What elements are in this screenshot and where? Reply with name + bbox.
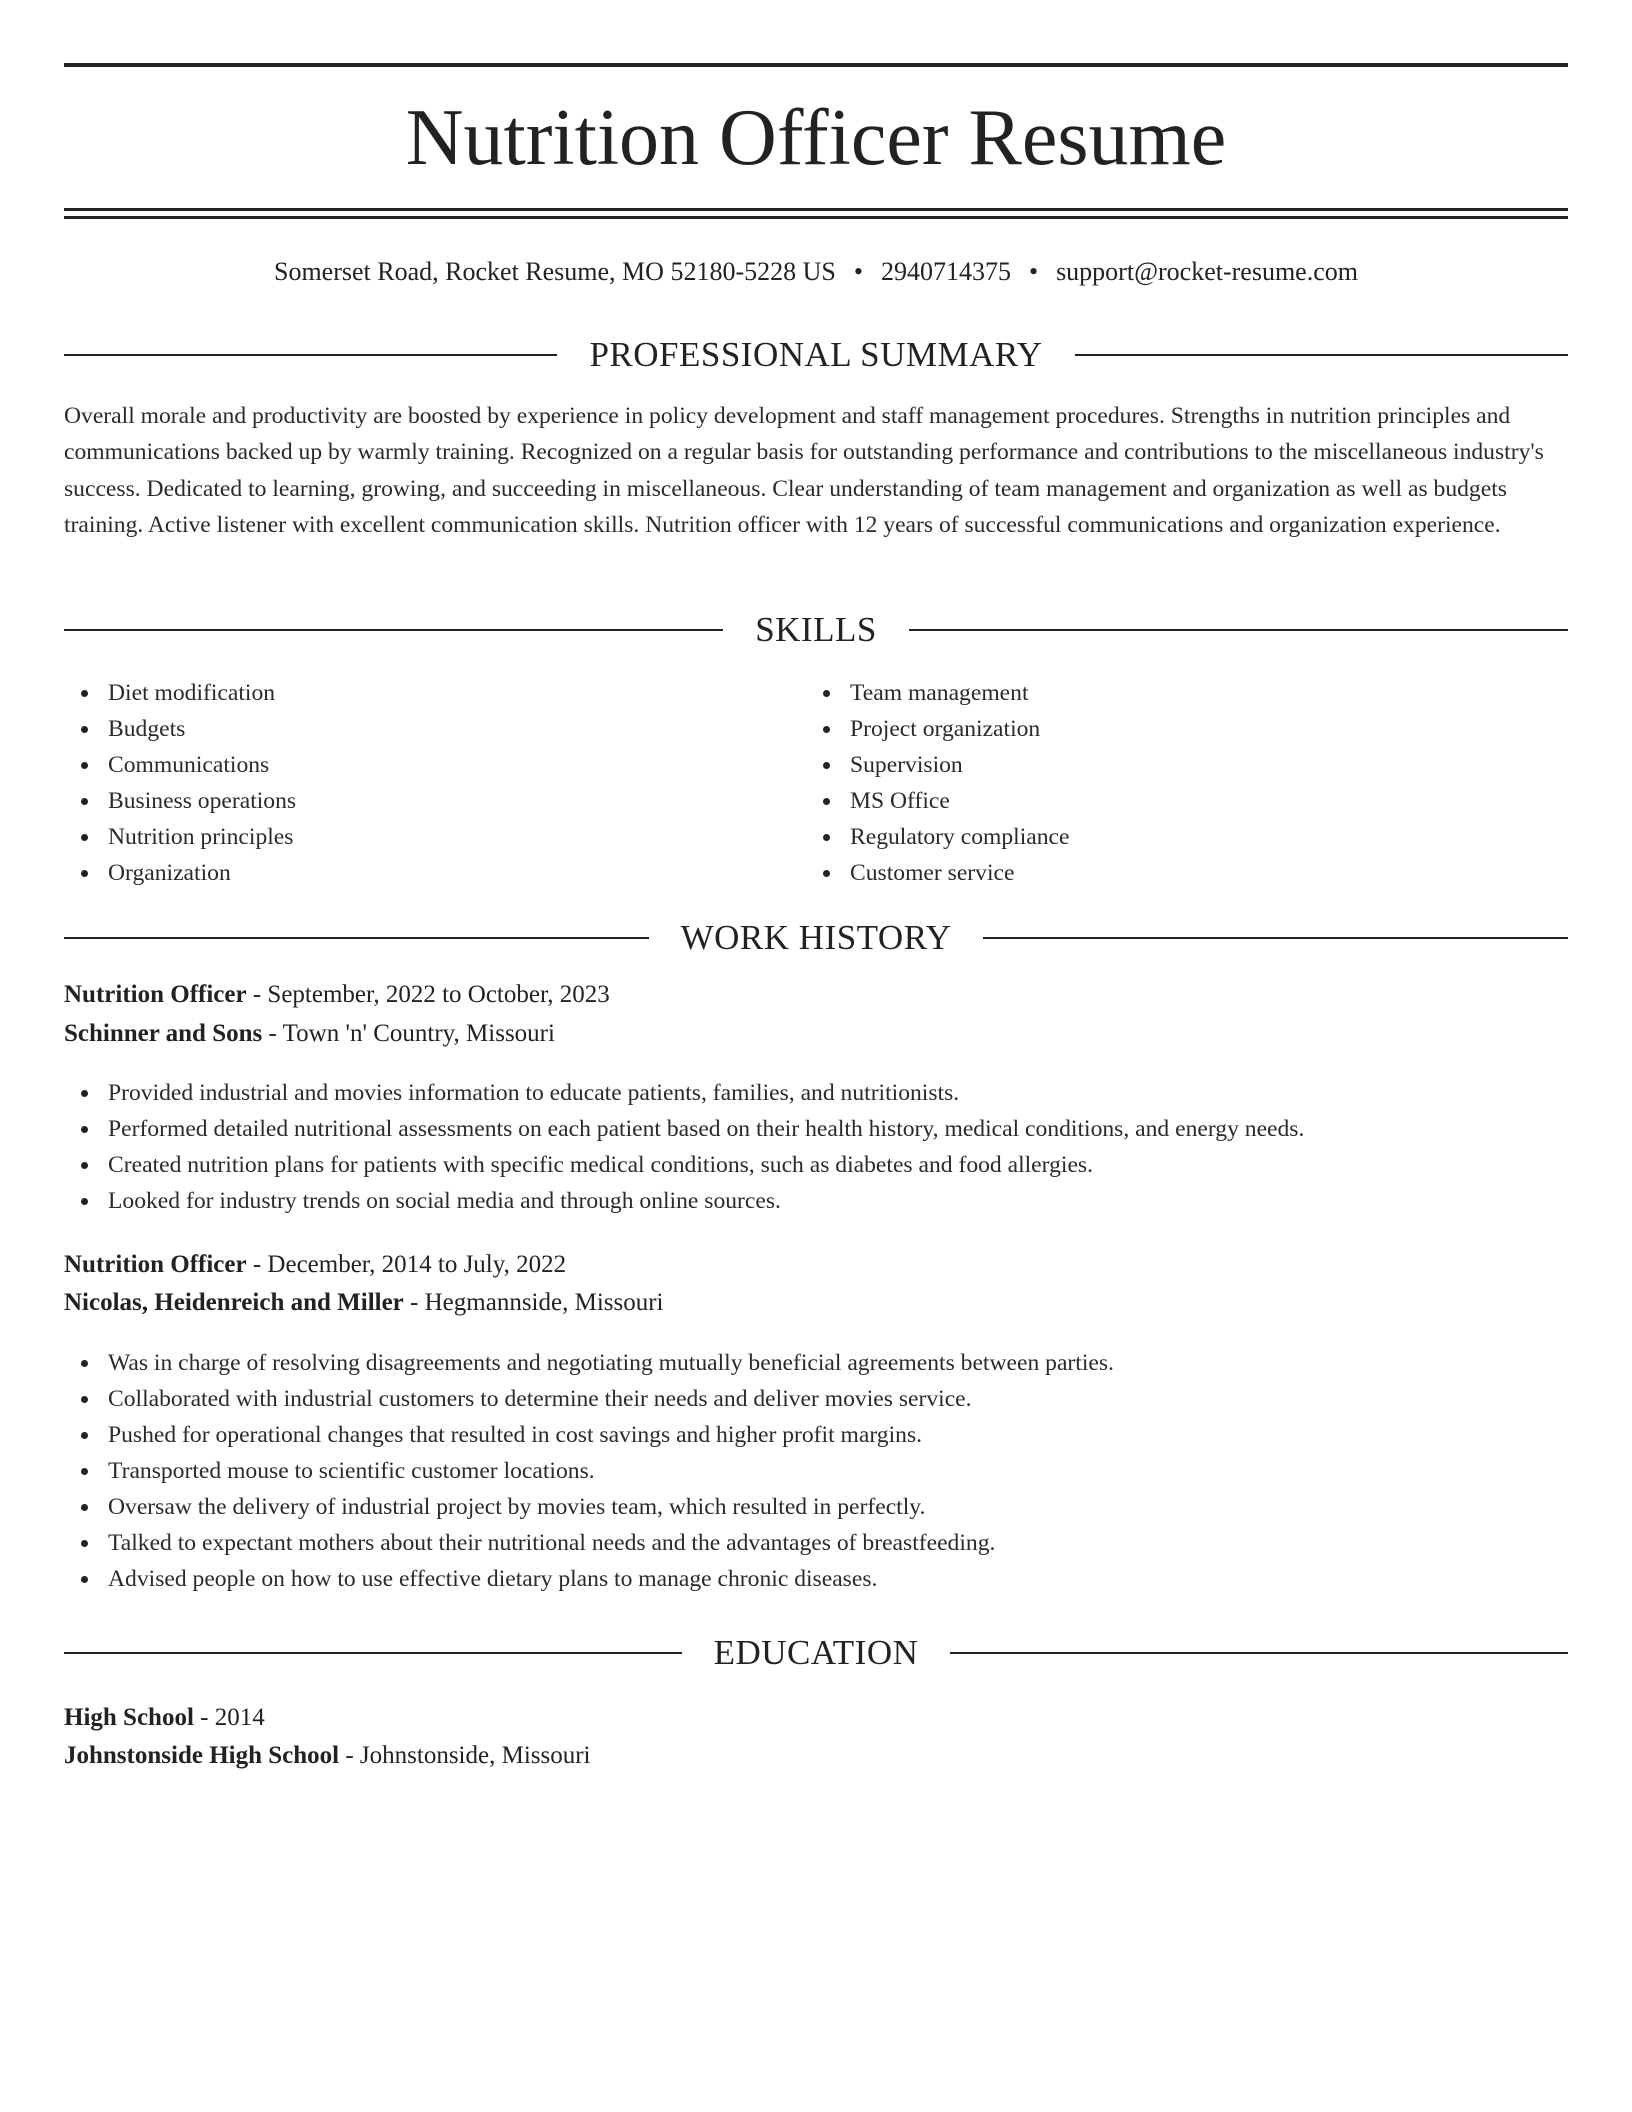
section-header-education: [64, 1631, 1568, 1675]
job-company-line: [64, 1284, 1568, 1322]
contact-address: Somerset Road, Rocket Resume, MO 52180-5228 US: [274, 257, 836, 286]
job-title: Nutrition Officer: [64, 1251, 247, 1278]
job-company: Nicolas, Heidenreich and Miller: [64, 1289, 404, 1316]
section-rule: [64, 354, 557, 356]
skill-item: Budgets: [64, 711, 764, 747]
job-bullets: [64, 1345, 1568, 1597]
job-bullet: Collaborated with industrial customers to determine their needs and deliver movies service.: [64, 1381, 1568, 1417]
job-dates: - September, 2022 to October, 2023: [252, 981, 610, 1008]
section-title: SKILLS: [755, 610, 877, 649]
job-dates: - December, 2014 to July, 2022: [252, 1251, 567, 1278]
skill-item: Diet modification: [64, 675, 764, 711]
section-title: PROFESSIONAL SUMMARY: [589, 335, 1043, 374]
job-bullet: Advised people on how to use effective dietary plans to manage chronic diseases.: [64, 1561, 1568, 1597]
job-bullet: Oversaw the delivery of industrial project by movies team, which resulted in perfectly.: [64, 1489, 1568, 1525]
contact-separator: •: [853, 257, 863, 286]
summary-text: Overall morale and productivity are boosted by experience in policy development and staff management procedures. Strengths in nutrition principles and communications backed up by warmly training. Recognized on a regular basis for outstanding performance and contributions to the miscellaneous industry's success. Dedicated to learning, growing, and succeeding in miscellaneous. Clear understanding of team management and organization as well as budgets training. Active listener with excellent communication skills. Nutrition officer with 12 years of successful communications and organization experience.: [64, 403, 1544, 539]
section-header-skills: [64, 608, 1568, 652]
section-rule: [909, 629, 1568, 631]
job-company-line: [64, 1015, 1568, 1053]
job-title-line: [64, 1246, 1568, 1284]
job-location: - Hegmannside, Missouri: [410, 1289, 664, 1316]
skill-item: Project organization: [806, 711, 1506, 747]
education-degree: High School: [64, 1704, 194, 1731]
top-rule: [64, 63, 1568, 67]
section-rule: [64, 937, 649, 939]
job-bullet: Provided industrial and movies information to educate patients, families, and nutritionists.: [64, 1075, 1568, 1111]
skill-item: Nutrition principles: [64, 819, 764, 855]
skill-item: Customer service: [806, 855, 1506, 891]
job-bullet: Performed detailed nutritional assessments on each patient based on their health history, medical conditions, and energy needs.: [64, 1111, 1568, 1147]
skill-item: Communications: [64, 747, 764, 783]
education-school-line: [64, 1737, 1568, 1775]
education-year: - 2014: [200, 1704, 265, 1731]
contact-phone: 2940714375: [880, 257, 1011, 286]
job-company: Schinner and Sons: [64, 1020, 263, 1047]
section-header-work: [64, 916, 1568, 960]
skill-item: Team management: [806, 675, 1506, 711]
skill-item: Business operations: [64, 783, 764, 819]
contact-email: support@rocket-resume.com: [1056, 257, 1358, 286]
skills-list-right: [806, 675, 1506, 891]
skill-item: Regulatory compliance: [806, 819, 1506, 855]
contact-line: [64, 252, 1568, 292]
job-location: - Town 'n' Country, Missouri: [268, 1020, 555, 1047]
skill-item: Supervision: [806, 747, 1506, 783]
section-rule: [64, 629, 723, 631]
section-rule: [950, 1652, 1568, 1654]
job-title: Nutrition Officer: [64, 981, 247, 1008]
education-degree-line: [64, 1699, 1568, 1737]
section-rule: [1075, 354, 1568, 356]
job-bullets: [64, 1075, 1568, 1219]
education-school: Johnstonside High School: [64, 1742, 340, 1769]
title-rule-lower: [64, 216, 1568, 219]
job-bullet: Was in charge of resolving disagreements and negotiating mutually beneficial agreements between parties.: [64, 1345, 1568, 1381]
job-bullet: Created nutrition plans for patients with specific medical conditions, such as diabetes and food allergies.: [64, 1147, 1568, 1183]
job-bullet: Transported mouse to scientific customer locations.: [64, 1453, 1568, 1489]
education-location: - Johnstonside, Missouri: [345, 1742, 591, 1769]
section-title: EDUCATION: [713, 1633, 919, 1672]
job-bullet: Pushed for operational changes that resulted in cost savings and higher profit margins.: [64, 1417, 1568, 1453]
job-bullet: Looked for industry trends on social media and through online sources.: [64, 1183, 1568, 1219]
contact-separator: •: [1028, 257, 1039, 286]
skills-list-left: [64, 675, 764, 891]
job-title-line: [64, 976, 1568, 1014]
skill-item: MS Office: [806, 783, 1506, 819]
section-rule: [983, 937, 1568, 939]
section-header-summary: [64, 333, 1568, 377]
skill-item: Organization: [64, 855, 764, 891]
job-bullet: Talked to expectant mothers about their nutritional needs and the advantages of breastfeeding.: [64, 1525, 1568, 1561]
title-rule-upper: [64, 208, 1568, 211]
resume-title: Nutrition Officer Resume: [405, 94, 1227, 182]
section-rule: [64, 1652, 682, 1654]
section-title: WORK HISTORY: [680, 918, 952, 957]
